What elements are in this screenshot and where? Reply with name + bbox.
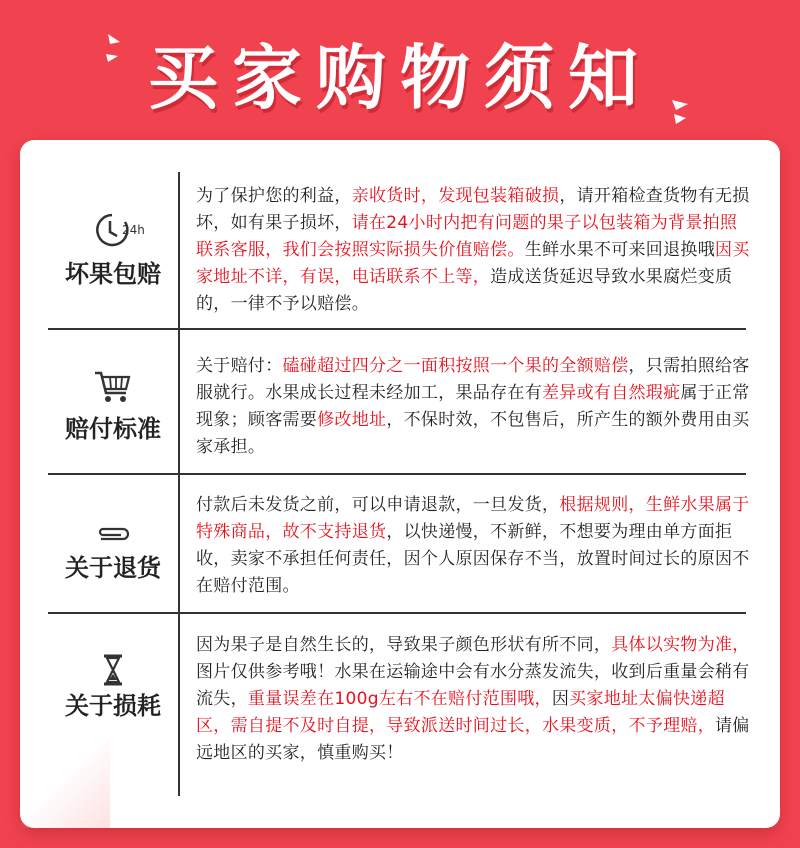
section-label-loss: 关于损耗 [65,692,161,720]
section-text-returns [196,492,752,600]
section-text-bad-fruit [196,183,752,318]
clock-24h-icon [92,210,148,250]
section-text-loss [196,632,752,767]
body-text: 造成送货延迟导致水果腐烂变质的，一律不予以赔偿。 [196,267,733,314]
body-text: 图片仅供参考哦！水果在运输途中会有水分蒸发流失，收到后重量会稍有流失， [196,662,750,709]
highlight-text: 磕碰超过四分之一面积按照一个果的全额赔偿 [282,356,629,376]
highlight-text: 请在24小时内把有问题的果子以包装箱为背景拍照联系客服，我们会按照实际损失价值赔偿。 [196,213,738,260]
hourglass-icon [93,650,133,690]
row-divider-1 [48,328,746,330]
highlight-text: 重量误差在100g左右不在赔付范围哦， [247,689,552,709]
body-text: 属于正常现象；顾客需要 [196,383,750,430]
highlight-text: 具体以实物为准， [611,635,750,655]
body-text: ，不保时效，不包售后，所产生的额外费用由买家承担。 [196,410,750,457]
body-text: 请偏远地区的买家，慎重购买！ [196,716,750,763]
section-label-returns: 关于退货 [65,554,161,582]
page-title: 买家购物须知 [148,37,652,119]
body-text: ，以快递慢，不新鲜，不想要为理由单方面拒收，卖家不承担任何责任，因个人原因保存不当，放置时间过长的原因不在赔付范围。 [196,522,750,596]
row-divider-2 [48,473,746,475]
section-text-compensation [196,353,752,461]
body-text: 关于赔付： [196,356,283,376]
body-text: 为了保护您的利益， [196,186,352,206]
body-text: 生鲜水果不可来回退换哦 [524,240,716,260]
body-text: ，请开箱检查货物有无损坏，如有果子损坏， [196,186,750,233]
section-label-compensation: 赔付标准 [65,415,161,443]
sparkle-decoration-left [104,30,134,66]
column-divider [178,172,180,796]
card-corner-decoration [20,738,110,828]
highlight-text: 因买家地址不详，有误，电话联系不上等， [196,240,750,287]
row-divider-3 [48,612,746,614]
highlight-text: 差异或有自然瑕疵 [542,383,681,403]
body-text: 付款后未发货之前，可以申请退款，一旦发货， [196,495,560,515]
highlight-text: 亲收货时，发现包装箱破损 [351,186,560,206]
shopping-cart-icon [93,367,133,407]
highlight-text: 根据规则，生鲜水果属于特殊商品，故不支持退货 [196,495,750,542]
sparkle-decoration-right [668,96,694,126]
section-label-bad-fruit: 坏果包赔 [65,260,161,288]
body-text: 因为果子是自然生长的，导致果子颜色形状有所不同， [196,635,612,655]
body-text: ，只需拍照给客服就行。水果成长过程未经加工，果品存在有 [196,356,750,403]
highlight-text: 买家地址太偏快递超区，需自提不及时自提，导致派送时间过长，水果变质，不予理赔， [196,689,725,736]
clock-24h-text: 24h [122,223,145,237]
body-text: 因 [551,689,570,709]
highlight-text: 修改地址 [317,410,387,430]
